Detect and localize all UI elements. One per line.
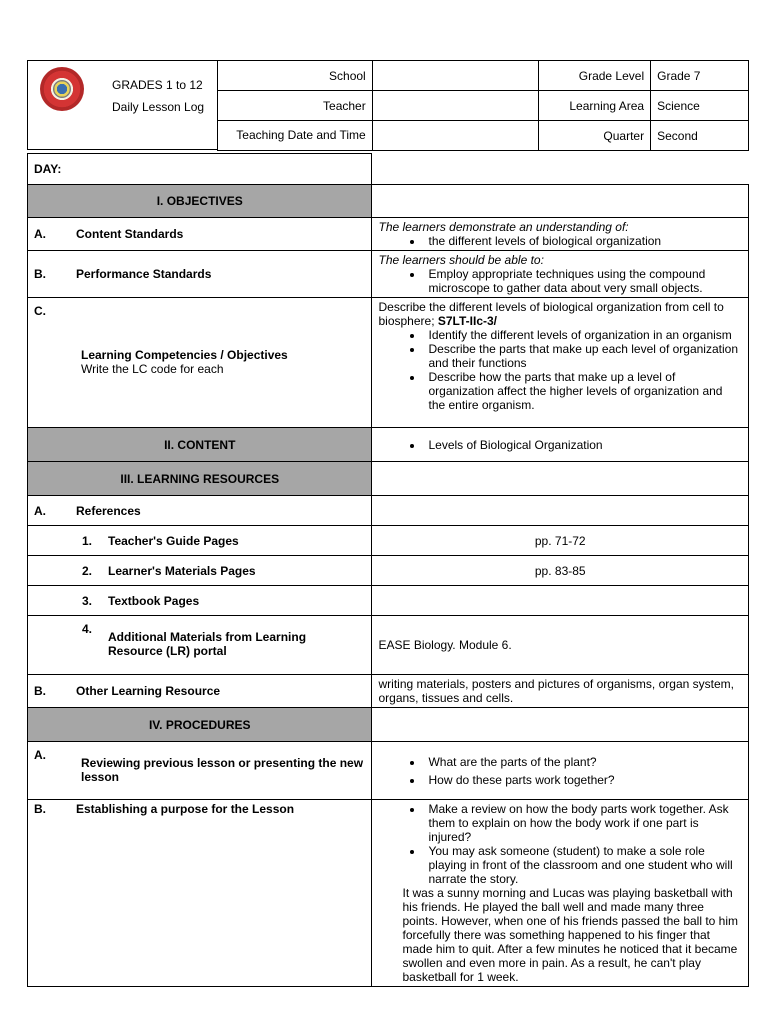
review-label: Reviewing previous lesson or presenting the new lesson bbox=[81, 756, 364, 784]
learning-area-value: Science bbox=[651, 91, 749, 121]
competencies-label: Learning Competencies / Objectives bbox=[81, 348, 288, 362]
resources-heading-row bbox=[28, 462, 749, 496]
content-heading-row bbox=[28, 428, 749, 462]
purpose-story: It was a sunny morning and Lucas was playing basketball with his friends. He played the ball well and made many three points. However, when one of his friends passed the ball to him forcefully there was something happened to his finger that made him to quit. After a few minutes he noticed that it became swollen and even more in pain. As a result, he can't play basketball for 1 week. bbox=[402, 886, 739, 984]
other-resource-label: Other Learning Resource bbox=[76, 684, 221, 698]
teacher-value bbox=[372, 91, 539, 121]
competencies-row bbox=[28, 298, 749, 428]
content-item: • Levels of Biological Organization bbox=[424, 438, 742, 452]
grade-level-value: Grade 7 bbox=[651, 61, 749, 91]
performance-standards-label: Performance Standards bbox=[76, 267, 212, 281]
lm-pages-label: Learner's Materials Pages bbox=[108, 563, 256, 578]
review-letter: A. bbox=[34, 748, 46, 762]
competencies-text: Describe the different levels of biological organization from cell to biosphere; bbox=[378, 300, 724, 328]
references-label: References bbox=[76, 503, 141, 518]
objectives-heading: I. OBJECTIVES bbox=[28, 185, 372, 218]
purpose-label: Establishing a purpose for the Lesson bbox=[76, 802, 295, 816]
content-heading: II. CONTENT bbox=[28, 428, 372, 462]
references-letter: A. bbox=[34, 503, 46, 518]
other-resource-value: writing materials, posters and pictures of organisms, organ system, organs, tissues and cells. bbox=[372, 675, 749, 708]
other-resource-letter: B. bbox=[34, 684, 46, 698]
additional-materials-label: Additional Materials from Learning Resource (LR) portal bbox=[108, 630, 307, 658]
performance-standards-intro: The learners should be able to: bbox=[378, 253, 544, 267]
performance-standards-row bbox=[28, 251, 749, 298]
form-title bbox=[112, 74, 216, 118]
school-value bbox=[372, 61, 539, 91]
review-row bbox=[28, 742, 749, 800]
additional-materials-value: EASE Biology. Module 6. bbox=[372, 616, 749, 675]
competency-item: • Describe the parts that make up each level of organization and their functions bbox=[424, 342, 742, 370]
procedures-heading: IV. PROCEDURES bbox=[28, 708, 372, 742]
review-item: • What are the parts of the plant? bbox=[424, 753, 742, 771]
review-item: • How do these parts work together? bbox=[424, 771, 742, 789]
lm-pages-num: 2. bbox=[82, 563, 93, 578]
purpose-item: • You may ask someone (student) to make a sole role playing in front of the classroom and one student who will narrate the story. bbox=[424, 844, 742, 886]
content-standards-intro: The learners demonstrate an understanding of: bbox=[378, 220, 629, 234]
purpose-item: • Make a review on how the body parts work together. Ask them to explain on how the body work if one part is injured? bbox=[424, 802, 742, 844]
content-standards-item: • the different levels of biological organization bbox=[424, 234, 742, 248]
performance-standards-item: • Employ appropriate techniques using the compound microscope to gather data about very small objects. bbox=[424, 267, 742, 295]
quarter-value: Second bbox=[651, 121, 749, 151]
day-row bbox=[28, 154, 749, 185]
lm-pages-row bbox=[28, 556, 749, 586]
deped-seal-icon bbox=[40, 67, 84, 111]
lesson-table bbox=[27, 153, 749, 987]
textbook-pages-label: Textbook Pages bbox=[108, 593, 200, 608]
teaching-date-label: Teaching Date and Time bbox=[218, 121, 373, 151]
teaching-date-value bbox=[372, 121, 539, 151]
form-title-dll: Daily Lesson Log bbox=[112, 100, 205, 114]
competencies-code: S7LT-IIc-3/ bbox=[437, 314, 498, 328]
competency-item: • Identify the different levels of organization in an organism bbox=[424, 328, 742, 342]
tg-pages-value: pp. 71-72 bbox=[372, 526, 749, 556]
additional-materials-num: 4. bbox=[82, 622, 93, 636]
resources-heading: III. LEARNING RESOURCES bbox=[28, 462, 372, 496]
objectives-heading-row bbox=[28, 185, 749, 218]
header-table bbox=[217, 60, 749, 151]
day-label: DAY: bbox=[28, 154, 372, 185]
tg-pages-num: 1. bbox=[82, 533, 93, 548]
tg-pages-row bbox=[28, 526, 749, 556]
tg-pages-label: Teacher's Guide Pages bbox=[108, 533, 239, 548]
lm-pages-value: pp. 83-85 bbox=[372, 556, 749, 586]
additional-materials-row bbox=[28, 616, 749, 675]
references-row bbox=[28, 496, 749, 526]
content-standards-label: Content Standards bbox=[76, 227, 184, 241]
textbook-pages-num: 3. bbox=[82, 593, 93, 608]
performance-standards-letter: B. bbox=[34, 267, 46, 281]
purpose-row bbox=[28, 800, 749, 987]
procedures-heading-row bbox=[28, 708, 749, 742]
content-standards-letter: A. bbox=[34, 227, 46, 241]
textbook-pages-row bbox=[28, 586, 749, 616]
school-label: School bbox=[218, 61, 373, 91]
other-resource-row bbox=[28, 675, 749, 708]
form-title-grades: GRADES 1 to 12 bbox=[112, 78, 203, 92]
purpose-letter: B. bbox=[34, 802, 46, 816]
competency-item: • Describe how the parts that make up a level of organization affect the higher levels of organization and the entire organism. bbox=[424, 370, 742, 412]
competencies-sub: Write the LC code for each bbox=[81, 362, 224, 376]
learning-area-label: Learning Area bbox=[539, 91, 651, 121]
content-standards-row bbox=[28, 218, 749, 251]
teacher-label: Teacher bbox=[218, 91, 373, 121]
competencies-letter: C. bbox=[34, 304, 46, 318]
quarter-label: Quarter bbox=[539, 121, 651, 151]
grade-level-label: Grade Level bbox=[539, 61, 651, 91]
